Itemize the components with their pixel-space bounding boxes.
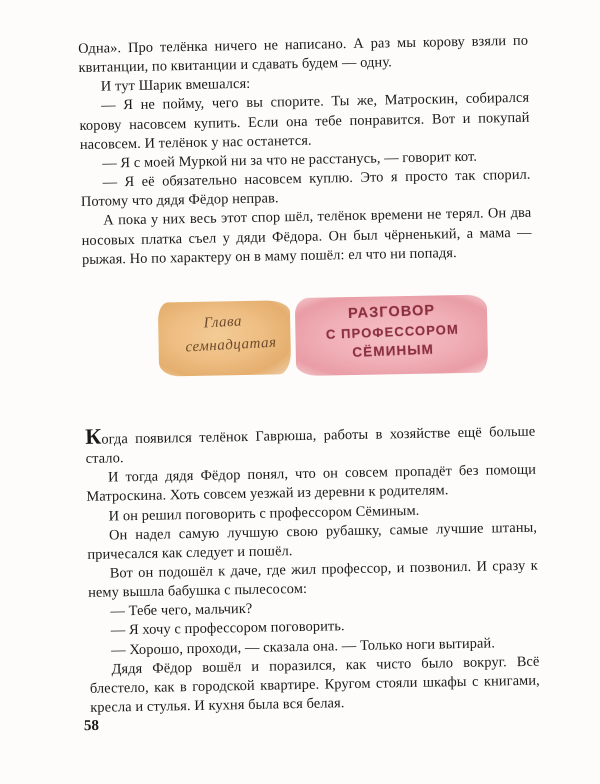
paragraph: — Я не пойму, чего вы спорите. Ты же, Матроскин, собирался корову насовсем купить. Если она тебе понравится. Вот и покупай насовсем. И телёнок у нас останется. bbox=[79, 90, 530, 153]
drop-cap: К bbox=[85, 423, 102, 449]
chapter-title-label bbox=[298, 299, 486, 364]
paragraph: — Я с моей Муркой ни за что не расстанусь, — говорит кот. bbox=[102, 148, 478, 172]
page-number: 58 bbox=[83, 717, 100, 735]
paragraph: А пока у них весь этот спор шёл, телёнок времени не терял. Он два носовых платка съел у дяди Фёдора. Он был чёрненький, а мама — рыжая. Но по характеру он в маму пошёл: ел что ни попадя. bbox=[81, 205, 532, 268]
chapter-title-line-1: РАЗГОВОР bbox=[347, 302, 436, 322]
paragraph: — Я хочу с профессором поговорить. bbox=[110, 618, 345, 639]
paragraph: — Я её обязательно насовсем куплю. Это я просто так спорил. Потому что дядя Фёдор неправ. bbox=[80, 166, 531, 211]
glava-line-1: Глава bbox=[203, 313, 243, 332]
text-block-bottom bbox=[85, 418, 540, 719]
glava-label bbox=[164, 308, 286, 359]
paragraph-text: огда появился телёнок Гаврюша, работы в хозяйстве ещё больше стало. bbox=[85, 423, 536, 467]
paragraph: Он надел самую лучшую свою рубашку, самые лучшие штаны, причесался как следует и пошёл. bbox=[87, 519, 538, 563]
chapter-title-line-2: С ПРОФЕССОРОМ bbox=[325, 321, 460, 342]
paragraph: Одна». Про телёнка ничего не написано. А раз мы корову взяли по квитанции, по квитанции и сдавать будем — одну. bbox=[78, 32, 529, 77]
paragraph: Вот он подошёл к даче, где жил профессор, и позвонил. И сразу к нему вышла бабушка с пылесосом: bbox=[87, 557, 538, 602]
paragraph: И тогда дядя Фёдор понял, что он совсем пропадёт без помощи Матроскина. Хоть совсем уезжай из деревни к родителям. bbox=[86, 461, 537, 506]
paragraph: — Тебе чего, мальчик? bbox=[110, 601, 253, 620]
text-block-top bbox=[78, 32, 532, 270]
paragraph: — Хорошо, проходи, — сказала она. — Только ноги вытирай. bbox=[111, 635, 496, 659]
page-content bbox=[78, 32, 540, 718]
paragraph: И тут Шарик вмешался: bbox=[100, 76, 251, 95]
paragraph: Дядя Фёдор вошёл и поразился, как чисто было вокруг. Всё блестело, как в городской квартире. Кругом стояли шкафы с книгами, кресла и стулья. И кухня была вся белая. bbox=[89, 653, 540, 716]
chapter-heading bbox=[83, 288, 535, 416]
glava-line-2: семнадцатая bbox=[185, 334, 277, 355]
paragraph: И он решил поговорить с профессором Сёминым. bbox=[108, 502, 420, 525]
chapter-title-line-3: СЁМИНЫМ bbox=[352, 341, 435, 360]
